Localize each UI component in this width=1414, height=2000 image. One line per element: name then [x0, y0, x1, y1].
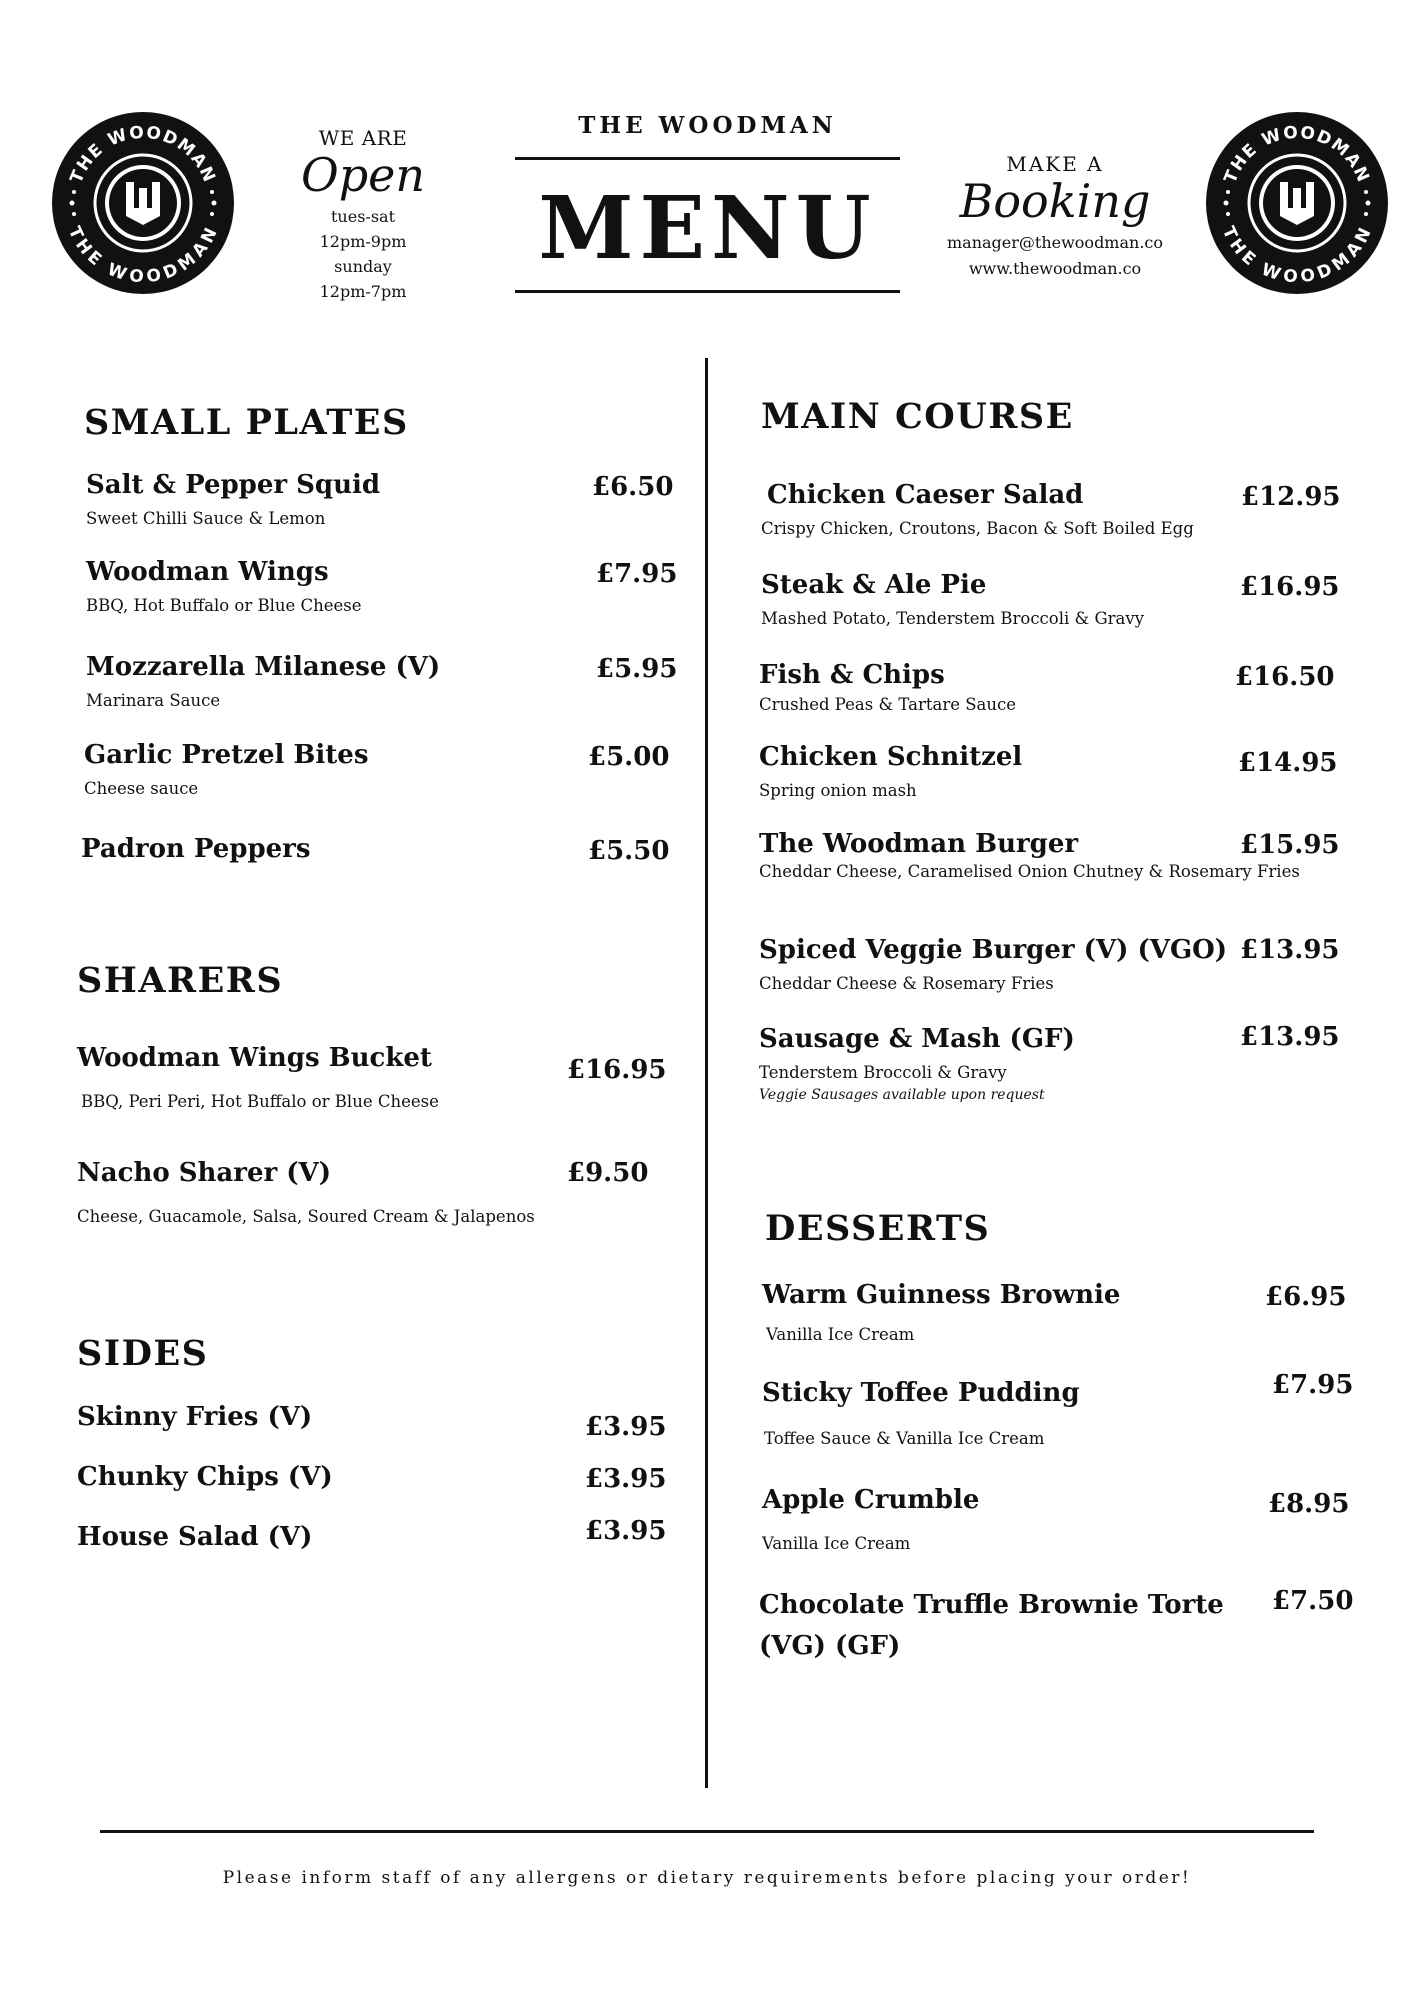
- item-price: £5.00: [588, 742, 670, 772]
- item-price: £5.50: [588, 836, 670, 866]
- menu-item: [759, 1024, 1075, 1103]
- menu-item: [77, 1158, 535, 1226]
- item-description: Vanilla Ice Cream: [762, 1534, 911, 1554]
- item-description: Sweet Chilli Sauce & Lemon: [86, 509, 326, 529]
- menu-item: [81, 834, 311, 865]
- open-script-label: Open: [300, 148, 425, 202]
- menu-item: [759, 660, 1016, 714]
- item-name: Woodman Wings Bucket: [77, 1043, 432, 1073]
- item-price: £9.50: [567, 1158, 649, 1188]
- item-name: Sausage & Mash (GF): [759, 1024, 1075, 1054]
- item-price: £6.95: [1265, 1282, 1347, 1312]
- item-description: Cheddar Cheese & Rosemary Fries: [759, 974, 1054, 994]
- item-description: Vanilla Ice Cream: [766, 1325, 915, 1345]
- item-price: £6.50: [592, 472, 674, 502]
- item-price: £3.95: [585, 1464, 667, 1494]
- item-price: £3.95: [585, 1412, 667, 1442]
- hours-line: 12pm-9pm: [319, 232, 407, 251]
- side-item-name: Chunky Chips (V): [77, 1462, 333, 1492]
- item-name: Nacho Sharer (V): [77, 1158, 332, 1188]
- make-a-label: MAKE A: [1006, 152, 1104, 176]
- svg-text:THE WOODMAN: THE WOODMAN: [1217, 223, 1377, 288]
- item-price: £16.50: [1235, 662, 1335, 692]
- item-description: Spring onion mash: [759, 781, 917, 801]
- footer-divider: [100, 1830, 1314, 1833]
- menu-item: [77, 1043, 439, 1111]
- section-title-sharers: SHARERS: [77, 960, 284, 1001]
- booking-info: [930, 152, 1180, 282]
- item-price: £8.95: [1268, 1489, 1350, 1519]
- item-name: Garlic Pretzel Bites: [84, 740, 369, 770]
- item-price: £13.95: [1240, 935, 1340, 965]
- menu-item: [759, 1590, 1224, 1662]
- item-price: £15.95: [1240, 830, 1340, 860]
- item-description: Tenderstem Broccoli & Gravy: [759, 1063, 1007, 1083]
- column-divider: [705, 358, 708, 1788]
- menu-item: [761, 480, 1194, 539]
- item-price: £16.95: [567, 1055, 667, 1085]
- side-item-name: Skinny Fries (V): [77, 1402, 313, 1432]
- booking-script-label: Booking: [959, 174, 1151, 228]
- item-name: Chicken Caeser Salad: [767, 480, 1084, 510]
- item-name: Warm Guinness Brownie: [762, 1280, 1121, 1310]
- item-name: Mozzarella Milanese (V): [86, 652, 441, 682]
- item-name: Chicken Schnitzel: [759, 742, 1023, 772]
- item-description: Cheese sauce: [84, 779, 199, 799]
- allergen-notice: Please inform staff of any allergens or dietary requirements before placing your order!: [222, 1868, 1192, 1888]
- menu-item: [759, 829, 1300, 881]
- menu-header: [515, 112, 900, 293]
- svg-text:THE WOODMAN: THE WOODMAN: [1220, 122, 1374, 187]
- item-name: Chocolate Truffle Brownie Torte: [759, 1590, 1224, 1620]
- item-price: £7.50: [1272, 1586, 1354, 1616]
- hours-line: tues-sat: [331, 207, 395, 226]
- hours-line: sunday: [334, 257, 392, 276]
- logo-right: [1206, 112, 1388, 294]
- booking-website-link[interactable]: www.thewoodman.co: [968, 259, 1142, 278]
- hours-line: 12pm-7pm: [319, 282, 407, 301]
- menu-title: MENU: [538, 178, 877, 279]
- item-name: Steak & Ale Pie: [761, 570, 987, 600]
- opening-hours: [283, 126, 443, 304]
- title-rule-bottom: [515, 290, 900, 293]
- item-price: £12.95: [1241, 482, 1341, 512]
- item-name: The Woodman Burger: [759, 829, 1079, 859]
- item-price: £5.95: [596, 654, 678, 684]
- item-name-line2: (VG) (GF): [759, 1631, 901, 1662]
- item-price: £14.95: [1238, 748, 1338, 778]
- item-name: Padron Peppers: [81, 834, 311, 864]
- item-description: Crushed Peas & Tartare Sauce: [759, 695, 1016, 715]
- menu-item: [86, 557, 362, 615]
- side-item-name: House Salad (V): [77, 1522, 313, 1552]
- item-price: £7.95: [1272, 1370, 1354, 1400]
- section-title-desserts: DESSERTS: [765, 1208, 991, 1249]
- menu-item: [759, 935, 1227, 993]
- item-name: Fish & Chips: [759, 660, 945, 690]
- item-name: Sticky Toffee Pudding: [762, 1378, 1080, 1408]
- menu-item: [762, 1485, 979, 1553]
- item-note: Veggie Sausages available upon request: [759, 1087, 1045, 1104]
- section-title-small-plates: SMALL PLATES: [84, 402, 409, 443]
- menu-item: [86, 652, 440, 710]
- we-are-label: WE ARE: [318, 126, 408, 150]
- item-price: £13.95: [1240, 1022, 1340, 1052]
- svg-text:THE WOODMAN: THE WOODMAN: [66, 122, 220, 187]
- menu-item: [86, 470, 380, 528]
- item-description: Marinara Sauce: [86, 691, 221, 711]
- item-name: Salt & Pepper Squid: [86, 470, 381, 500]
- section-title-sides: SIDES: [77, 1333, 209, 1374]
- item-description: Toffee Sauce & Vanilla Ice Cream: [764, 1429, 1045, 1449]
- item-name: Apple Crumble: [762, 1485, 980, 1515]
- item-price: £16.95: [1240, 572, 1340, 602]
- item-description: Mashed Potato, Tenderstem Broccoli & Gravy: [761, 609, 1145, 629]
- booking-email-link[interactable]: manager@thewoodman.co: [946, 233, 1163, 252]
- restaurant-name: THE WOODMAN: [578, 112, 837, 139]
- menu-item: [762, 1280, 1120, 1344]
- menu-item: [762, 1378, 1080, 1448]
- woodman-logo-icon: [52, 112, 234, 294]
- item-description: BBQ, Peri Peri, Hot Buffalo or Blue Cheese: [81, 1092, 439, 1112]
- woodman-logo-icon: [1206, 112, 1388, 294]
- item-name: Woodman Wings: [86, 557, 329, 587]
- menu-item: [84, 740, 368, 798]
- menu-item: [759, 742, 1022, 800]
- item-description: Crispy Chicken, Croutons, Bacon & Soft Boiled Egg: [761, 519, 1194, 539]
- menu-item: [761, 570, 1144, 628]
- item-description: BBQ, Hot Buffalo or Blue Cheese: [86, 596, 362, 616]
- logo-left: [52, 112, 234, 294]
- item-description: Cheddar Cheese, Caramelised Onion Chutney & Rosemary Fries: [759, 862, 1300, 882]
- item-price: £7.95: [596, 559, 678, 589]
- item-name: Spiced Veggie Burger (V) (VGO): [759, 935, 1228, 965]
- svg-text:THE WOODMAN: THE WOODMAN: [63, 223, 223, 288]
- section-title-main-course: MAIN COURSE: [761, 396, 1074, 437]
- item-description: Cheese, Guacamole, Salsa, Soured Cream & Jalapenos: [77, 1207, 535, 1227]
- item-price: £3.95: [585, 1516, 667, 1546]
